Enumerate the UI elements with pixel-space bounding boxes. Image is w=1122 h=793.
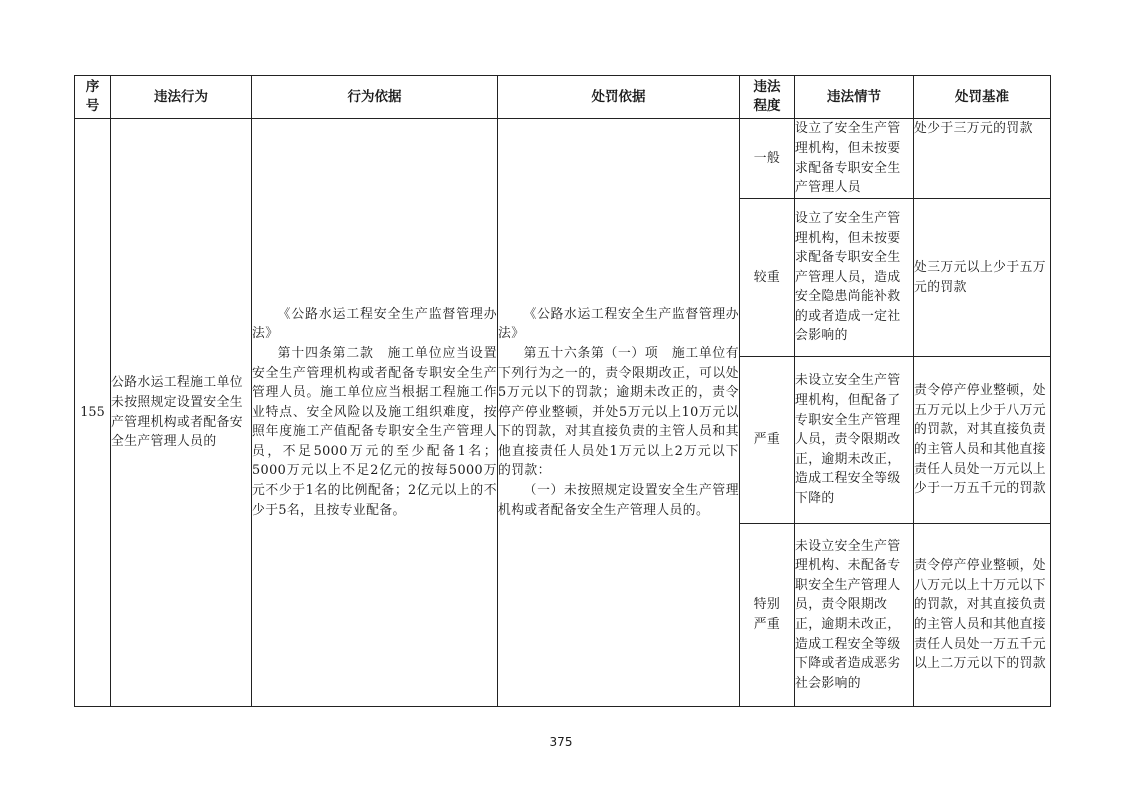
circumstance-cell: 未设立安全生产管理机构，但配备了专职安全生产管理人员，责令限期改正，逾期未改正，造成工程安全等级下降的 bbox=[795, 357, 914, 524]
standard-cell: 责令停产停业整顿，处八万元以上十万元以下的罚款，对其直接负责的主管人员和其他直接责任人员处一万五千元以上二万元以下的罚款 bbox=[914, 524, 1051, 707]
header-violation: 违法行为 bbox=[111, 76, 252, 119]
header-standard: 处罚基准 bbox=[914, 76, 1051, 119]
degree-cell: 一般 bbox=[740, 119, 795, 199]
penalty-article: 第五十六条第（一）项 施工单位有下列行为之一的，责令限期改正，可以处5万元以下的罚款；逾期未改正的，责令停产停业整顿，并处5万元以上10万元以下的罚款，对其直接负责的主管人员和其他直接责任人员处1万元以上2万元以下的罚款： bbox=[498, 345, 739, 479]
standard-cell: 处三万元以上少于五万元的罚款 bbox=[914, 199, 1051, 357]
table-header-row bbox=[75, 76, 1051, 119]
penalty-basis-cell bbox=[498, 119, 740, 707]
penalty-standard-table bbox=[74, 75, 1051, 707]
row-seq-number: 155 bbox=[75, 119, 111, 707]
header-circumstance: 违法情节 bbox=[795, 76, 914, 119]
header-basis: 行为依据 bbox=[252, 76, 498, 119]
basis-law-title: 《公路水运工程安全生产监督管理办法》 bbox=[252, 306, 497, 342]
penalty-item: （一）未按照规定设置安全生产管理机构或者配备安全生产管理人员的。 bbox=[498, 483, 739, 518]
penalty-law-title: 《公路水运工程安全生产监督管理办法》 bbox=[498, 306, 739, 342]
header-seq: 序号 bbox=[75, 76, 111, 119]
standard-cell: 责令停产停业整顿，处五万元以上少于八万元的罚款，对其直接负责的主管人员和其他直接责任人员处一万元以上少于一万五千元的罚款 bbox=[914, 357, 1051, 524]
circumstance-cell: 设立了安全生产管理机构，但未按要求配备专职安全生产管理人员，造成安全隐患尚能补救的或者造成一定社会影响的 bbox=[795, 199, 914, 357]
degree-cell: 特别严重 bbox=[740, 524, 795, 707]
header-degree: 违法程度 bbox=[740, 76, 795, 119]
basis-cell bbox=[252, 119, 498, 707]
degree-cell: 严重 bbox=[740, 357, 795, 524]
basis-article: 第十四条第二款 施工单位应当设置安全生产管理机构或者配备专职安全生产管理人员。施工单位应当根据工程施工作业特点、安全风险以及施工组织难度，按照年度施工产值配备专职安全生产管理人员，不足5000万元的至少配备1名；5000万元以上不足2亿元的按每5000万元不少于1名的比例配备；2亿元以上的不少于5名，且按专业配备。 bbox=[252, 345, 497, 518]
violation-cell: 公路水运工程施工单位未按照规定设置安全生产管理机构或者配备安全生产管理人员的 bbox=[111, 119, 252, 707]
table-row bbox=[75, 119, 1051, 199]
circumstance-cell: 设立了安全生产管理机构，但未按要求配备专职安全生产管理人员 bbox=[795, 119, 914, 199]
page-number: 375 bbox=[549, 735, 573, 749]
header-penalty-basis: 处罚依据 bbox=[498, 76, 740, 119]
circumstance-cell: 未设立安全生产管理机构、未配备专职安全生产管理人员，责令限期改正，逾期未改正，造成工程安全等级下降或者造成恶劣社会影响的 bbox=[795, 524, 914, 707]
degree-cell: 较重 bbox=[740, 199, 795, 357]
standard-cell: 处少于三万元的罚款 bbox=[914, 119, 1051, 199]
